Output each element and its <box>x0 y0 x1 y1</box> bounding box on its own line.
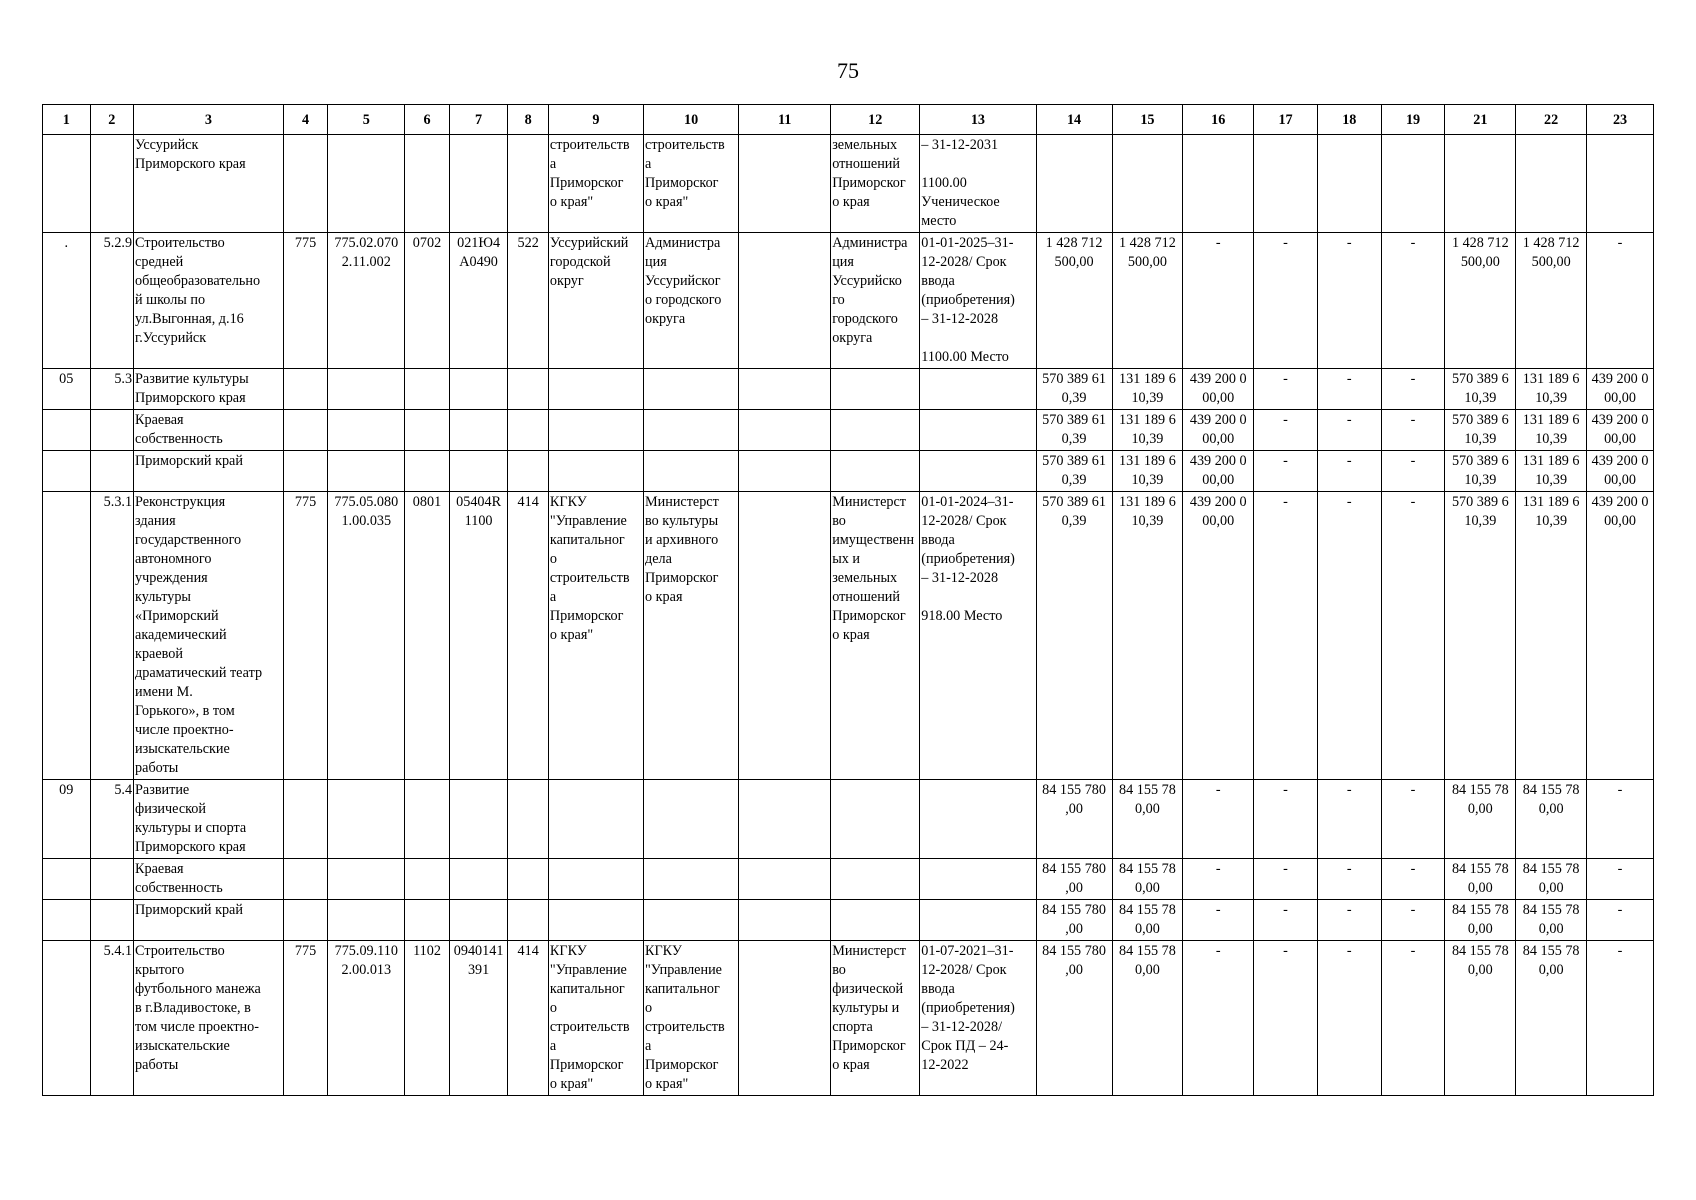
cell-col-4 <box>283 369 328 410</box>
cell-col-12: Министерст во имущественн ых и земельных отношений Приморског о края <box>831 492 920 780</box>
cell-col-21: 84 155 78 0,00 <box>1445 900 1516 941</box>
cell-col-9: Уссурийский городской округ <box>548 233 643 369</box>
cell-col-15 <box>1112 135 1183 233</box>
cell-col-16: - <box>1183 780 1254 859</box>
cell-col-17: - <box>1254 233 1318 369</box>
cell-col-21: 1 428 712 500,00 <box>1445 233 1516 369</box>
cell-col-21: 570 389 6 10,39 <box>1445 410 1516 451</box>
cell-col-22: 131 189 6 10,39 <box>1516 369 1587 410</box>
cell-col-18: - <box>1317 369 1381 410</box>
cell-col-12: Министерст во физической культуры и спорта Приморског о края <box>831 941 920 1096</box>
cell-col-18: - <box>1317 410 1381 451</box>
cell-col-23: - <box>1587 900 1654 941</box>
cell-col-23: - <box>1587 233 1654 369</box>
cell-col-17: - <box>1254 410 1318 451</box>
column-header-17: 17 <box>1254 105 1318 135</box>
cell-col-19 <box>1381 135 1445 233</box>
cell-col-14: 570 389 61 0,39 <box>1036 492 1112 780</box>
cell-col-19: - <box>1381 780 1445 859</box>
cell-col-16: 439 200 0 00,00 <box>1183 492 1254 780</box>
cell-col-3: Уссурийск Приморского края <box>134 135 284 233</box>
cell-col-5: 775.02.070 2.11.002 <box>328 233 405 369</box>
cell-col-16 <box>1183 135 1254 233</box>
cell-col-6: 0801 <box>405 492 450 780</box>
cell-col-9 <box>548 369 643 410</box>
cell-col-12 <box>831 410 920 451</box>
cell-col-10: КГКУ "Управление капитальног о строительств а Приморског о края" <box>644 941 739 1096</box>
column-header-14: 14 <box>1036 105 1112 135</box>
cell-col-8 <box>508 900 548 941</box>
column-header-11: 11 <box>739 105 831 135</box>
cell-col-11 <box>739 941 831 1096</box>
cell-col-6 <box>405 900 450 941</box>
table-row <box>43 369 1654 410</box>
cell-col-23: 439 200 0 00,00 <box>1587 410 1654 451</box>
cell-col-18 <box>1317 135 1381 233</box>
cell-col-2 <box>90 900 134 941</box>
cell-col-15: 131 189 6 10,39 <box>1112 369 1183 410</box>
cell-col-8 <box>508 859 548 900</box>
column-header-13: 13 <box>920 105 1036 135</box>
cell-col-5 <box>328 859 405 900</box>
column-header-2: 2 <box>90 105 134 135</box>
cell-col-2: 5.4.1 <box>90 941 134 1096</box>
cell-col-22: 84 155 78 0,00 <box>1516 780 1587 859</box>
cell-col-3: Развитие культуры Приморского края <box>134 369 284 410</box>
cell-col-16: 439 200 0 00,00 <box>1183 451 1254 492</box>
table-row <box>43 492 1654 780</box>
cell-col-9 <box>548 410 643 451</box>
cell-col-19: - <box>1381 492 1445 780</box>
cell-col-22: 1 428 712 500,00 <box>1516 233 1587 369</box>
cell-col-5 <box>328 780 405 859</box>
cell-col-15: 131 189 6 10,39 <box>1112 410 1183 451</box>
cell-col-13 <box>920 369 1036 410</box>
cell-col-23: 439 200 0 00,00 <box>1587 451 1654 492</box>
cell-col-8 <box>508 135 548 233</box>
cell-col-9: КГКУ "Управление капитальног о строительств а Приморског о края" <box>548 941 643 1096</box>
cell-col-8 <box>508 451 548 492</box>
cell-col-13: 01-07-2021–31- 12-2028/ Срок ввода (приобретения) – 31-12-2028/ Срок ПД – 24- 12-2022 <box>920 941 1036 1096</box>
cell-col-19: - <box>1381 900 1445 941</box>
column-header-15: 15 <box>1112 105 1183 135</box>
cell-col-17: - <box>1254 451 1318 492</box>
column-header-18: 18 <box>1317 105 1381 135</box>
cell-col-14: 570 389 61 0,39 <box>1036 369 1112 410</box>
cell-col-4 <box>283 900 328 941</box>
cell-col-21 <box>1445 135 1516 233</box>
cell-col-4 <box>283 410 328 451</box>
cell-col-15: 1 428 712 500,00 <box>1112 233 1183 369</box>
cell-col-6 <box>405 451 450 492</box>
cell-col-22: 131 189 6 10,39 <box>1516 410 1587 451</box>
cell-col-8 <box>508 410 548 451</box>
cell-col-17 <box>1254 135 1318 233</box>
cell-col-10: строительств а Приморског о края" <box>644 135 739 233</box>
cell-col-5 <box>328 369 405 410</box>
cell-col-6 <box>405 780 450 859</box>
cell-col-12 <box>831 900 920 941</box>
cell-col-22: 131 189 6 10,39 <box>1516 451 1587 492</box>
cell-col-4: 775 <box>283 233 328 369</box>
cell-col-14: 570 389 61 0,39 <box>1036 451 1112 492</box>
cell-col-19: - <box>1381 859 1445 900</box>
cell-col-10 <box>644 859 739 900</box>
table-header <box>43 105 1654 135</box>
cell-col-5 <box>328 410 405 451</box>
cell-col-11 <box>739 369 831 410</box>
cell-col-12 <box>831 369 920 410</box>
cell-col-13: – 31-12-2031 1100.00 Ученическое место <box>920 135 1036 233</box>
cell-col-16: 439 200 0 00,00 <box>1183 369 1254 410</box>
cell-col-1 <box>43 451 91 492</box>
cell-col-5 <box>328 900 405 941</box>
cell-col-3: Приморский край <box>134 451 284 492</box>
cell-col-11 <box>739 780 831 859</box>
cell-col-19: - <box>1381 233 1445 369</box>
cell-col-21: 570 389 6 10,39 <box>1445 369 1516 410</box>
cell-col-23 <box>1587 135 1654 233</box>
cell-col-15: 84 155 78 0,00 <box>1112 780 1183 859</box>
cell-col-21: 570 389 6 10,39 <box>1445 451 1516 492</box>
cell-col-18: - <box>1317 900 1381 941</box>
cell-col-22: 84 155 78 0,00 <box>1516 900 1587 941</box>
cell-col-13 <box>920 900 1036 941</box>
cell-col-19: - <box>1381 451 1445 492</box>
cell-col-10: Администра ция Уссурийског о городского округа <box>644 233 739 369</box>
cell-col-10 <box>644 410 739 451</box>
cell-col-11 <box>739 492 831 780</box>
column-header-22: 22 <box>1516 105 1587 135</box>
cell-col-1 <box>43 941 91 1096</box>
column-header-5: 5 <box>328 105 405 135</box>
cell-col-1 <box>43 492 91 780</box>
cell-col-10 <box>644 451 739 492</box>
cell-col-10 <box>644 900 739 941</box>
cell-col-13: 01-01-2024–31- 12-2028/ Срок ввода (приобретения) – 31-12-2028 918.00 Место <box>920 492 1036 780</box>
cell-col-3: Краевая собственность <box>134 410 284 451</box>
cell-col-17: - <box>1254 780 1318 859</box>
cell-col-9 <box>548 900 643 941</box>
cell-col-14: 84 155 780 ,00 <box>1036 780 1112 859</box>
page-number: 75 <box>837 58 859 83</box>
column-header-12: 12 <box>831 105 920 135</box>
cell-col-2 <box>90 451 134 492</box>
column-header-16: 16 <box>1183 105 1254 135</box>
cell-col-7: 0940141 391 <box>449 941 508 1096</box>
cell-col-21: 570 389 6 10,39 <box>1445 492 1516 780</box>
cell-col-23: 439 200 0 00,00 <box>1587 369 1654 410</box>
cell-col-11 <box>739 900 831 941</box>
cell-col-23: - <box>1587 859 1654 900</box>
cell-col-17: - <box>1254 941 1318 1096</box>
cell-col-2 <box>90 135 134 233</box>
cell-col-3: Приморский край <box>134 900 284 941</box>
cell-col-3: Развитие физической культуры и спорта Приморского края <box>134 780 284 859</box>
cell-col-2 <box>90 410 134 451</box>
cell-col-17: - <box>1254 492 1318 780</box>
cell-col-18: - <box>1317 859 1381 900</box>
cell-col-14: 84 155 780 ,00 <box>1036 900 1112 941</box>
cell-col-23: 439 200 0 00,00 <box>1587 492 1654 780</box>
column-header-3: 3 <box>134 105 284 135</box>
column-header-19: 19 <box>1381 105 1445 135</box>
column-header-4: 4 <box>283 105 328 135</box>
cell-col-12 <box>831 780 920 859</box>
cell-col-14: 570 389 61 0,39 <box>1036 410 1112 451</box>
cell-col-2: 5.2.9 <box>90 233 134 369</box>
cell-col-11 <box>739 135 831 233</box>
cell-col-2: 5.3 <box>90 369 134 410</box>
cell-col-4: 775 <box>283 941 328 1096</box>
cell-col-1 <box>43 135 91 233</box>
cell-col-9: КГКУ "Управление капитальног о строительств а Приморског о края" <box>548 492 643 780</box>
cell-col-1 <box>43 410 91 451</box>
cell-col-1: 05 <box>43 369 91 410</box>
cell-col-16: - <box>1183 233 1254 369</box>
cell-col-6 <box>405 135 450 233</box>
cell-col-7 <box>449 859 508 900</box>
cell-col-22: 84 155 78 0,00 <box>1516 941 1587 1096</box>
cell-col-7 <box>449 369 508 410</box>
table-body <box>43 135 1654 1096</box>
column-header-1: 1 <box>43 105 91 135</box>
cell-col-23: - <box>1587 780 1654 859</box>
cell-col-7 <box>449 410 508 451</box>
cell-col-22: 84 155 78 0,00 <box>1516 859 1587 900</box>
cell-col-14: 84 155 780 ,00 <box>1036 859 1112 900</box>
cell-col-15: 84 155 78 0,00 <box>1112 941 1183 1096</box>
cell-col-8: 414 <box>508 492 548 780</box>
cell-col-10: Министерст во культуры и архивного дела Приморског о края <box>644 492 739 780</box>
cell-col-13 <box>920 859 1036 900</box>
table-row <box>43 410 1654 451</box>
cell-col-7 <box>449 780 508 859</box>
cell-col-14 <box>1036 135 1112 233</box>
table-row <box>43 900 1654 941</box>
column-header-6: 6 <box>405 105 450 135</box>
cell-col-19: - <box>1381 369 1445 410</box>
cell-col-8 <box>508 780 548 859</box>
table-row <box>43 135 1654 233</box>
cell-col-22: 131 189 6 10,39 <box>1516 492 1587 780</box>
cell-col-7: 05404R 1100 <box>449 492 508 780</box>
cell-col-7 <box>449 451 508 492</box>
cell-col-5: 775.05.080 1.00.035 <box>328 492 405 780</box>
cell-col-11 <box>739 451 831 492</box>
column-header-9: 9 <box>548 105 643 135</box>
cell-col-8: 414 <box>508 941 548 1096</box>
cell-col-2: 5.4 <box>90 780 134 859</box>
cell-col-19: - <box>1381 410 1445 451</box>
cell-col-6: 1102 <box>405 941 450 1096</box>
cell-col-18: - <box>1317 233 1381 369</box>
table-row <box>43 859 1654 900</box>
cell-col-17: - <box>1254 900 1318 941</box>
cell-col-13: 01-01-2025–31- 12-2028/ Срок ввода (приобретения) – 31-12-2028 1100.00 Место <box>920 233 1036 369</box>
cell-col-3: Краевая собственность <box>134 859 284 900</box>
cell-col-18: - <box>1317 492 1381 780</box>
cell-col-4: 775 <box>283 492 328 780</box>
table-row <box>43 451 1654 492</box>
cell-col-21: 84 155 78 0,00 <box>1445 941 1516 1096</box>
cell-col-7: 021Ю4 A0490 <box>449 233 508 369</box>
cell-col-7 <box>449 135 508 233</box>
cell-col-5 <box>328 135 405 233</box>
cell-col-5 <box>328 451 405 492</box>
cell-col-1 <box>43 859 91 900</box>
cell-col-15: 84 155 78 0,00 <box>1112 859 1183 900</box>
column-header-8: 8 <box>508 105 548 135</box>
cell-col-2: 5.3.1 <box>90 492 134 780</box>
cell-col-19: - <box>1381 941 1445 1096</box>
column-header-10: 10 <box>644 105 739 135</box>
cell-col-14: 84 155 780 ,00 <box>1036 941 1112 1096</box>
cell-col-4 <box>283 451 328 492</box>
cell-col-17: - <box>1254 369 1318 410</box>
cell-col-9 <box>548 451 643 492</box>
cell-col-17: - <box>1254 859 1318 900</box>
cell-col-13 <box>920 410 1036 451</box>
cell-col-13 <box>920 451 1036 492</box>
header-row <box>43 105 1654 135</box>
investment-table <box>42 104 1654 1096</box>
cell-col-2 <box>90 859 134 900</box>
cell-col-16: - <box>1183 859 1254 900</box>
table-row <box>43 780 1654 859</box>
cell-col-21: 84 155 78 0,00 <box>1445 859 1516 900</box>
cell-col-14: 1 428 712 500,00 <box>1036 233 1112 369</box>
column-header-21: 21 <box>1445 105 1516 135</box>
cell-col-11 <box>739 410 831 451</box>
cell-col-12: Администра ция Уссурийско го городского округа <box>831 233 920 369</box>
cell-col-18: - <box>1317 780 1381 859</box>
cell-col-3: Реконструкция здания государственного автономного учреждения культуры «Приморский академический краевой драматический театр имени М. Горького», в том числе проектно- изыскательские работы <box>134 492 284 780</box>
cell-col-6 <box>405 369 450 410</box>
cell-col-13 <box>920 780 1036 859</box>
cell-col-12 <box>831 859 920 900</box>
cell-col-4 <box>283 135 328 233</box>
cell-col-23: - <box>1587 941 1654 1096</box>
cell-col-3: Строительство крытого футбольного манежа в г.Владивостоке, в том числе проектно- изыскательские работы <box>134 941 284 1096</box>
cell-col-16: - <box>1183 941 1254 1096</box>
cell-col-6 <box>405 859 450 900</box>
cell-col-16: 439 200 0 00,00 <box>1183 410 1254 451</box>
cell-col-18: - <box>1317 451 1381 492</box>
cell-col-11 <box>739 233 831 369</box>
cell-col-1: . <box>43 233 91 369</box>
cell-col-22 <box>1516 135 1587 233</box>
cell-col-16: - <box>1183 900 1254 941</box>
cell-col-15: 131 189 6 10,39 <box>1112 492 1183 780</box>
cell-col-7 <box>449 900 508 941</box>
cell-col-10 <box>644 780 739 859</box>
cell-col-8: 522 <box>508 233 548 369</box>
cell-col-18: - <box>1317 941 1381 1096</box>
cell-col-15: 131 189 6 10,39 <box>1112 451 1183 492</box>
table-row <box>43 233 1654 369</box>
cell-col-5: 775.09.110 2.00.013 <box>328 941 405 1096</box>
cell-col-12: земельных отношений Приморског о края <box>831 135 920 233</box>
cell-col-11 <box>739 859 831 900</box>
cell-col-4 <box>283 859 328 900</box>
cell-col-6: 0702 <box>405 233 450 369</box>
cell-col-1: 09 <box>43 780 91 859</box>
cell-col-8 <box>508 369 548 410</box>
cell-col-12 <box>831 451 920 492</box>
column-header-23: 23 <box>1587 105 1654 135</box>
cell-col-3: Строительство средней общеобразовательно й школы по ул.Выгонная, д.16 г.Уссурийск <box>134 233 284 369</box>
cell-col-6 <box>405 410 450 451</box>
cell-col-15: 84 155 78 0,00 <box>1112 900 1183 941</box>
cell-col-21: 84 155 78 0,00 <box>1445 780 1516 859</box>
cell-col-9: строительств а Приморског о края" <box>548 135 643 233</box>
cell-col-4 <box>283 780 328 859</box>
table-row <box>43 941 1654 1096</box>
cell-col-1 <box>43 900 91 941</box>
cell-col-10 <box>644 369 739 410</box>
cell-col-9 <box>548 859 643 900</box>
cell-col-9 <box>548 780 643 859</box>
column-header-7: 7 <box>449 105 508 135</box>
